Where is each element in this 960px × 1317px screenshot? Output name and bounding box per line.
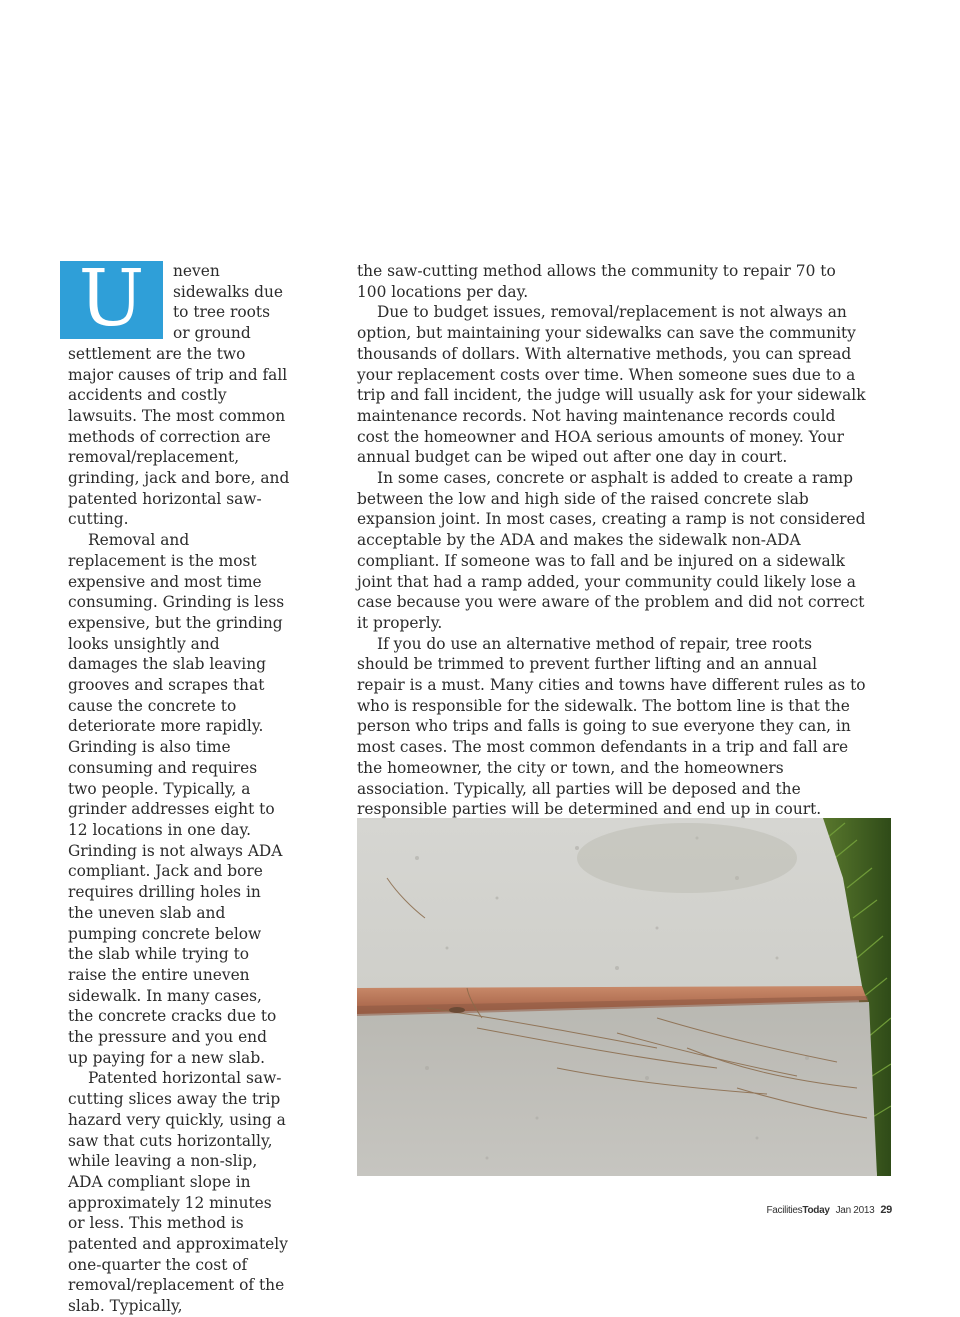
paragraph: neven sidewalks due to tree roots or ground settlement are the two major causes of trip and fall accidents and costly lawsuits. The most common methods of correction are removal/replacement, grinding, jack and bore, and patented horizontal saw-cutting. bbox=[68, 262, 290, 529]
issue-date: Jan 2013 bbox=[835, 1205, 875, 1216]
article-column-left bbox=[68, 254, 290, 1317]
publication-name: FacilitiesToday bbox=[766, 1205, 830, 1216]
paragraph: the saw-cutting method allows the community to repair 70 to 100 locations per day. bbox=[357, 262, 836, 301]
drop-cap-letter: U bbox=[78, 254, 145, 344]
paragraph: In some cases, concrete or asphalt is added to create a ramp between the low and high side of the raised concrete slab expansion joint. In most cases, creating a ramp is not considered acceptable by the ADA and makes the sidewalk non-ADA compliant. If someone was to fall and be injured on a sidewalk joint that had a ramp added, your community could likely lose a case because you were aware of the problem and did not correct it properly. bbox=[357, 469, 866, 632]
sidewalk-photo bbox=[357, 818, 891, 1176]
drop-cap bbox=[60, 254, 163, 344]
page-number: 29 bbox=[880, 1204, 892, 1216]
page-footer bbox=[766, 1204, 892, 1216]
paragraph: If you do use an alternative method of repair, tree roots should be trimmed to prevent further lifting and an annual repair is a must. Many cities and towns have different rules as to who is responsible for the sidewalk. The bottom line is that the person who trips and falls is going to sue everyone they can, in most cases. The most common defendants in a trip and fall are the homeowner, the city or town, and the homeowners association. Typically, all parties will be deposed and the responsible parties will be determined and end up in court. bbox=[357, 634, 866, 819]
article-column-right bbox=[357, 261, 867, 841]
paragraph: Patented horizontal saw-cutting slices away the trip hazard very quickly, using a saw that cuts horizontally, while leaving a non-slip, ADA compliant slope in approximately 12 minutes or less. This method is patented and approximately one-quarter the cost of removal/replacement of the slab. Typically, bbox=[68, 1069, 288, 1316]
paragraph: Removal and replacement is the most expensive and most time consuming. Grinding is less expensive, but the grinding looks unsightly and damages the slab leaving grooves and scrapes that cause the concrete to deteriorate more rapidly. Grinding is also time consuming and requires two people. Typically, a grinder addresses eight to 12 locations in one day. Grinding is not always ADA compliant. Jack and bore requires drilling holes in the uneven slab and pumping concrete below the slab while trying to raise the entire uneven sidewalk. In many cases, the concrete cracks due to the pressure and you end up paying for a new slab. bbox=[68, 531, 285, 1067]
paragraph: Due to budget issues, removal/replacement is not always an option, but maintaining your sidewalks can save the community thousands of dollars. With alternative methods, you can spread your replacement costs over time. When someone sues due to a trip and fall incident, the judge will usually ask for your sidewalk maintenance records. Not having maintenance records could cost the homeowner and HOA serious amounts of money. Your annual budget can be wiped out after one day in court. bbox=[357, 303, 866, 467]
